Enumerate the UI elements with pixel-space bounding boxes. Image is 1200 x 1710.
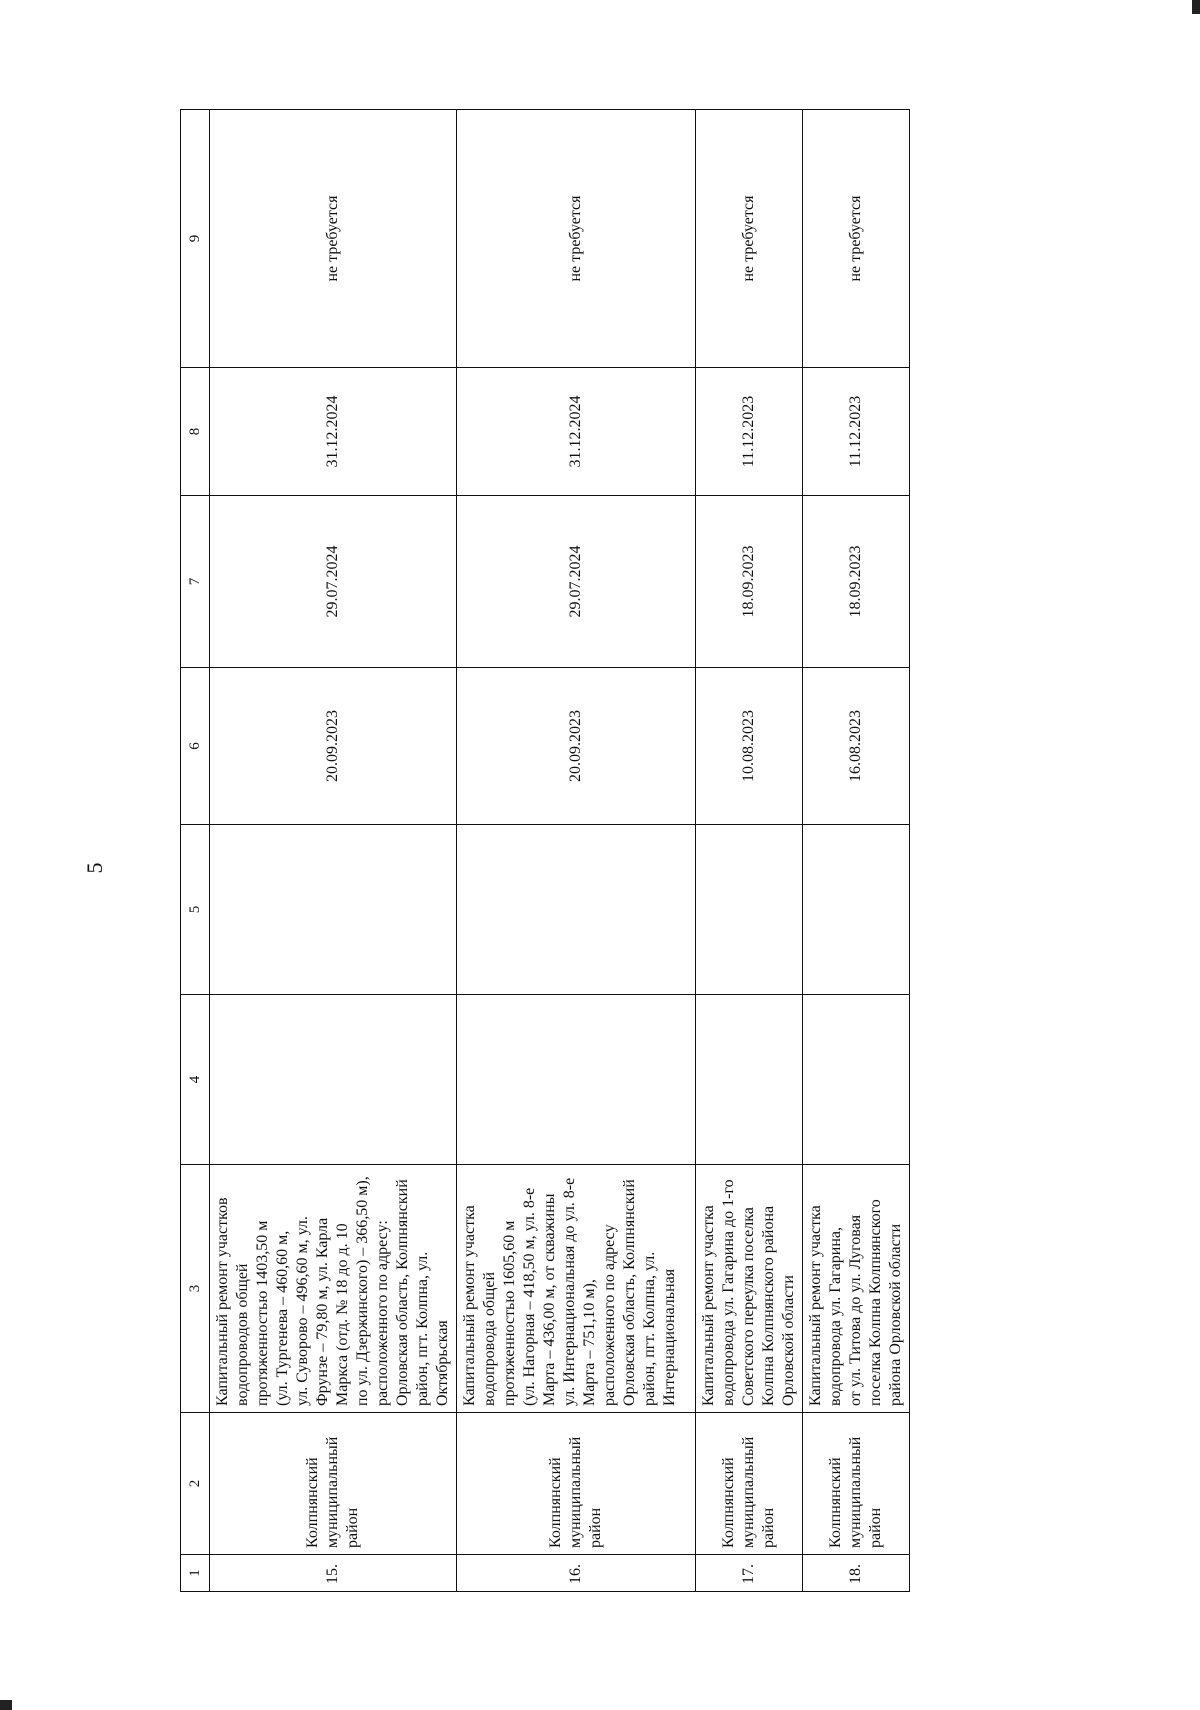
row-number: 18.: [803, 1555, 910, 1592]
row-number: 16.: [457, 1555, 696, 1592]
header-cell: 1: [181, 1555, 210, 1592]
col5-cell: [696, 825, 803, 995]
header-cell: 9: [181, 110, 210, 368]
description-cell: Капитальный ремонт участка водопровода ул. Гагарина до 1-го Советского переулка поселка Колпна Колпнянского района Орловской области: [696, 1165, 803, 1413]
row-number: 15.: [210, 1555, 457, 1592]
table-row: [457, 110, 696, 1592]
date-col8: 31.12.2024: [210, 368, 457, 496]
date-col6: 20.09.2023: [457, 668, 696, 825]
header-cell: 5: [181, 825, 210, 995]
col5-cell: [457, 825, 696, 995]
date-col7: 18.09.2023: [803, 496, 910, 668]
date-col8: 11.12.2023: [803, 368, 910, 496]
header-cell: 4: [181, 995, 210, 1165]
note-cell: не требуется: [457, 110, 696, 368]
date-col7: 18.09.2023: [696, 496, 803, 668]
district-cell: Колпнянский муниципальный район: [696, 1413, 803, 1555]
description-cell: Капитальный ремонт участков водопроводов общей протяженностью 1403,50 м (ул. Тургенева – 460,60 м, ул. Суворово – 496,60 м, ул. Фрунзе – 79,80 м, ул. Карла Маркса (отд. № 18 до д. 10 по ул. Дзержинского) – 366,50 м), расположенного по адресу: Орловская область, Колпнянский район, пгт. Колпна, ул. Октябрьская: [210, 1165, 457, 1413]
district-cell: Колпнянский муниципальный район: [210, 1413, 457, 1555]
date-col6: 20.09.2023: [210, 668, 457, 825]
note-cell: не требуется: [696, 110, 803, 368]
header-cell: 7: [181, 496, 210, 668]
col4-cell: [803, 995, 910, 1165]
date-col8: 11.12.2023: [696, 368, 803, 496]
header-cell: 3: [181, 1165, 210, 1413]
date-col7: 29.07.2024: [457, 496, 696, 668]
col5-cell: [210, 825, 457, 995]
col4-cell: [457, 995, 696, 1165]
district-cell: Колпнянский муниципальный район: [457, 1413, 696, 1555]
note-cell: не требуется: [803, 110, 910, 368]
row-number: 17.: [696, 1555, 803, 1592]
date-col8: 31.12.2024: [457, 368, 696, 496]
note-cell: не требуется: [210, 110, 457, 368]
col5-cell: [803, 825, 910, 995]
description-cell: Капитальный ремонт участка водопровода ул. Гагарина, от ул. Титова до ул. Луговая поселка Колпна Колпнянского района Орловской области: [803, 1165, 910, 1413]
date-col6: 10.08.2023: [696, 668, 803, 825]
page-number: 5: [82, 862, 107, 874]
header-cell: 8: [181, 368, 210, 496]
header-row: [181, 110, 210, 1592]
table-row: [210, 110, 457, 1592]
col4-cell: [210, 995, 457, 1165]
works-table: [180, 109, 910, 1592]
date-col6: 16.08.2023: [803, 668, 910, 825]
table-row: [803, 110, 910, 1592]
date-col7: 29.07.2024: [210, 496, 457, 668]
header-cell: 2: [181, 1413, 210, 1555]
col4-cell: [696, 995, 803, 1165]
district-cell: Колпнянский муниципальный район: [803, 1413, 910, 1555]
header-cell: 6: [181, 668, 210, 825]
table-row: [696, 110, 803, 1592]
description-cell: Капитальный ремонт участка водопровода общей протяженностью 1605,60 м (ул. Нагорная – 418,50 м, ул. 8-е Марта – 436,00 м, от скважины ул. Интернациональная до ул. 8-е Марта – 751,10 м), расположенного по адресу Орловская область, Колпнянский район, пгт. Колпна, ул. Интернациональная: [457, 1165, 696, 1413]
